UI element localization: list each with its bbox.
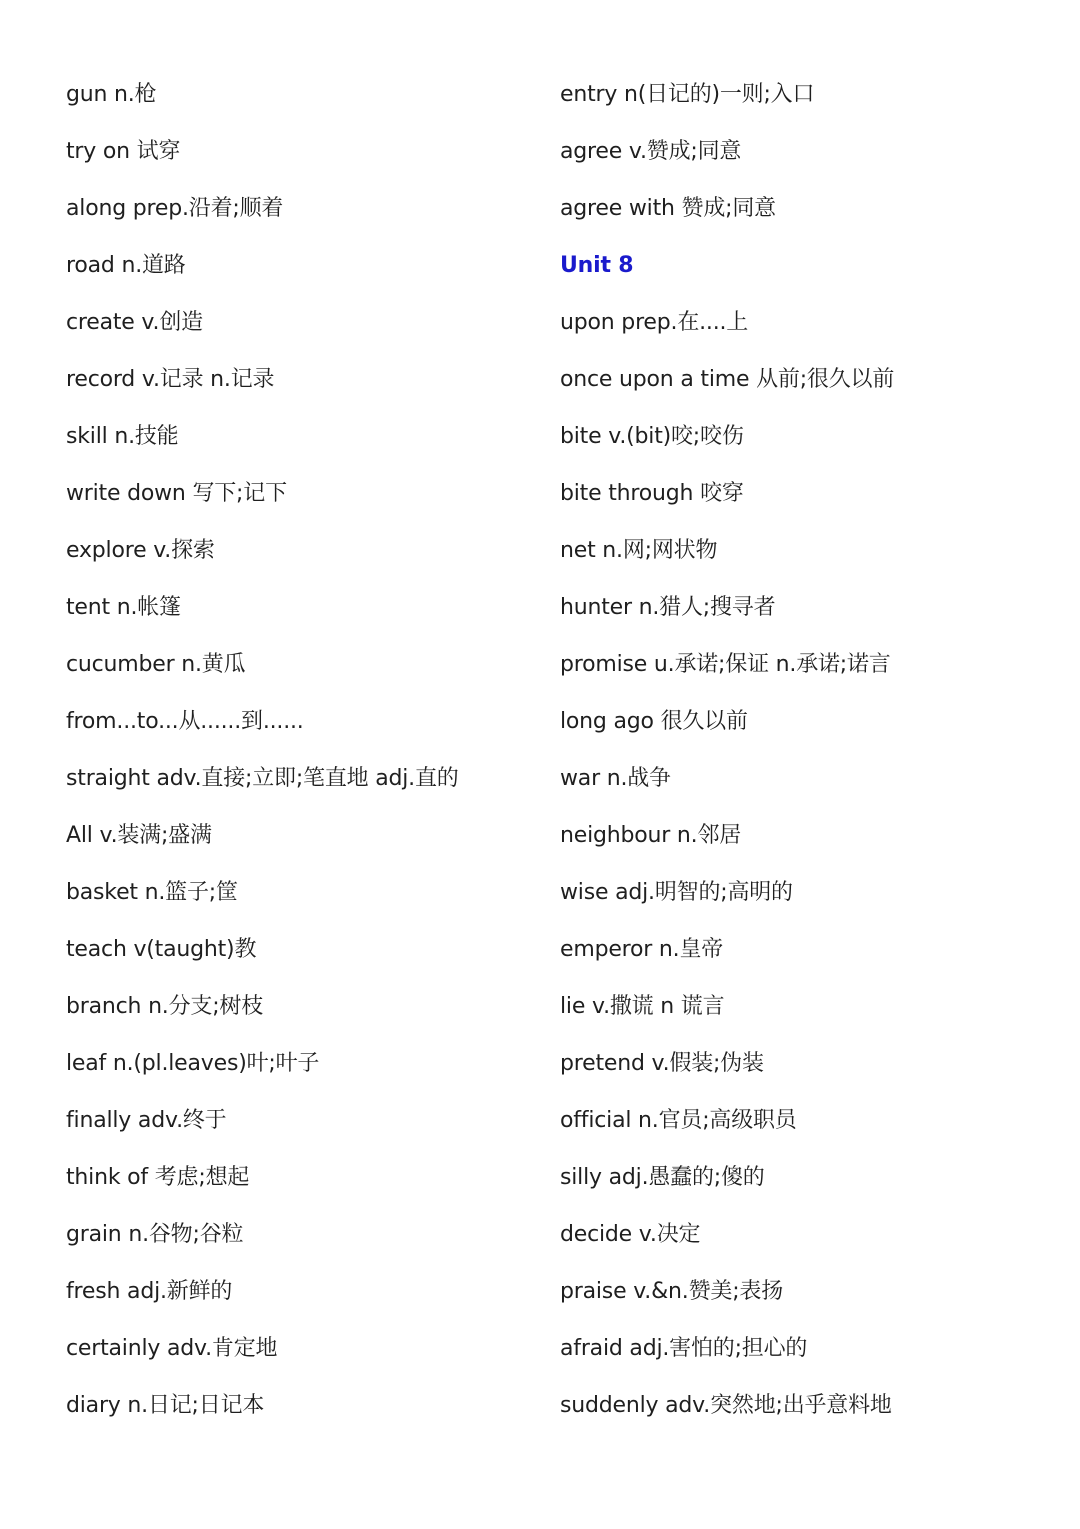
vocab-entry: tent n.帐篷 xyxy=(66,595,181,620)
vocab-entry: once upon a time 从前;很久以前 xyxy=(560,367,895,392)
vocab-entry: silly adj.愚蠢的;傻的 xyxy=(560,1165,765,1190)
vocab-entry: upon prep.在....上 xyxy=(560,310,749,335)
vocab-entry: grain n.谷物;谷粒 xyxy=(66,1222,244,1247)
vocab-entry: along prep.沿着;顺着 xyxy=(66,196,284,221)
vocab-entry: afraid adj.害怕的;担心的 xyxy=(560,1336,808,1361)
vocab-entry: write down 写下;记下 xyxy=(66,481,287,506)
vocab-entry: war n.战争 xyxy=(560,766,671,791)
vocab-entry: entry n(日记的)一则;入口 xyxy=(560,82,815,107)
vocab-entry: from...to...从......到...... xyxy=(66,709,304,734)
vocab-entry: gun n.枪 xyxy=(66,82,157,107)
vocab-entry: agree with 赞成;同意 xyxy=(560,196,776,221)
vocab-entry: try on 试穿 xyxy=(66,139,181,164)
vocab-entry: agree v.赞成;同意 xyxy=(560,139,742,164)
vocab-entry: leaf n.(pl.leaves)叶;叶子 xyxy=(66,1051,320,1076)
vocab-entry: wise adj.明智的;高明的 xyxy=(560,880,793,905)
vocab-entry: record v.记录 n.记录 xyxy=(66,367,275,392)
vocab-entry: neighbour n.邻居 xyxy=(560,823,742,848)
vocab-entry: branch n.分支;树枝 xyxy=(66,994,264,1019)
vocab-entry: pretend v.假装;伪装 xyxy=(560,1051,764,1076)
vocab-entry: hunter n.猎人;搜寻者 xyxy=(560,595,776,620)
vocab-entry: road n.道路 xyxy=(66,253,186,278)
vocab-entry: think of 考虑;想起 xyxy=(66,1165,250,1190)
vocab-entry: straight adv.直接;立即;笔直地 adj.直的 xyxy=(66,766,459,791)
vocab-entry: official n.官员;高级职员 xyxy=(560,1108,797,1133)
vocab-entry: net n.网;网状物 xyxy=(560,538,718,563)
vocab-entry: teach v(taught)教 xyxy=(66,937,257,962)
vocab-entry: bite v.(bit)咬;咬伤 xyxy=(560,424,744,449)
vocab-entry: praise v.&n.赞美;表扬 xyxy=(560,1279,784,1304)
vocab-entry: cucumber n.黄瓜 xyxy=(66,652,246,677)
vocab-entry: diary n.日记;日记本 xyxy=(66,1393,265,1418)
vocab-entry: skill n.技能 xyxy=(66,424,179,449)
vocab-entry: emperor n.皇帝 xyxy=(560,937,724,962)
vocab-entry: bite through 咬穿 xyxy=(560,481,744,506)
vocab-entry: explore v.探索 xyxy=(66,538,215,563)
vocab-entry: certainly adv.肯定地 xyxy=(66,1336,278,1361)
vocab-list-left xyxy=(66,66,536,1434)
vocab-entry: long ago 很久以前 xyxy=(560,709,748,734)
unit-heading: Unit 8 xyxy=(560,253,634,278)
vocab-entry: lie v.撒谎 n 谎言 xyxy=(560,994,725,1019)
vocab-entry: create v.创造 xyxy=(66,310,203,335)
vocab-entry: promise u.承诺;保证 n.承诺;诺言 xyxy=(560,652,891,677)
vocab-list-right xyxy=(560,66,1060,1434)
vocab-entry: basket n.篮子;筐 xyxy=(66,880,238,905)
vocab-entry: All v.装满;盛满 xyxy=(66,823,212,848)
vocab-entry: fresh adj.新鲜的 xyxy=(66,1279,233,1304)
vocab-entry: decide v.决定 xyxy=(560,1222,701,1247)
vocab-entry: suddenly adv.突然地;出乎意料地 xyxy=(560,1393,892,1418)
vocab-entry: finally adv.终于 xyxy=(66,1108,227,1133)
